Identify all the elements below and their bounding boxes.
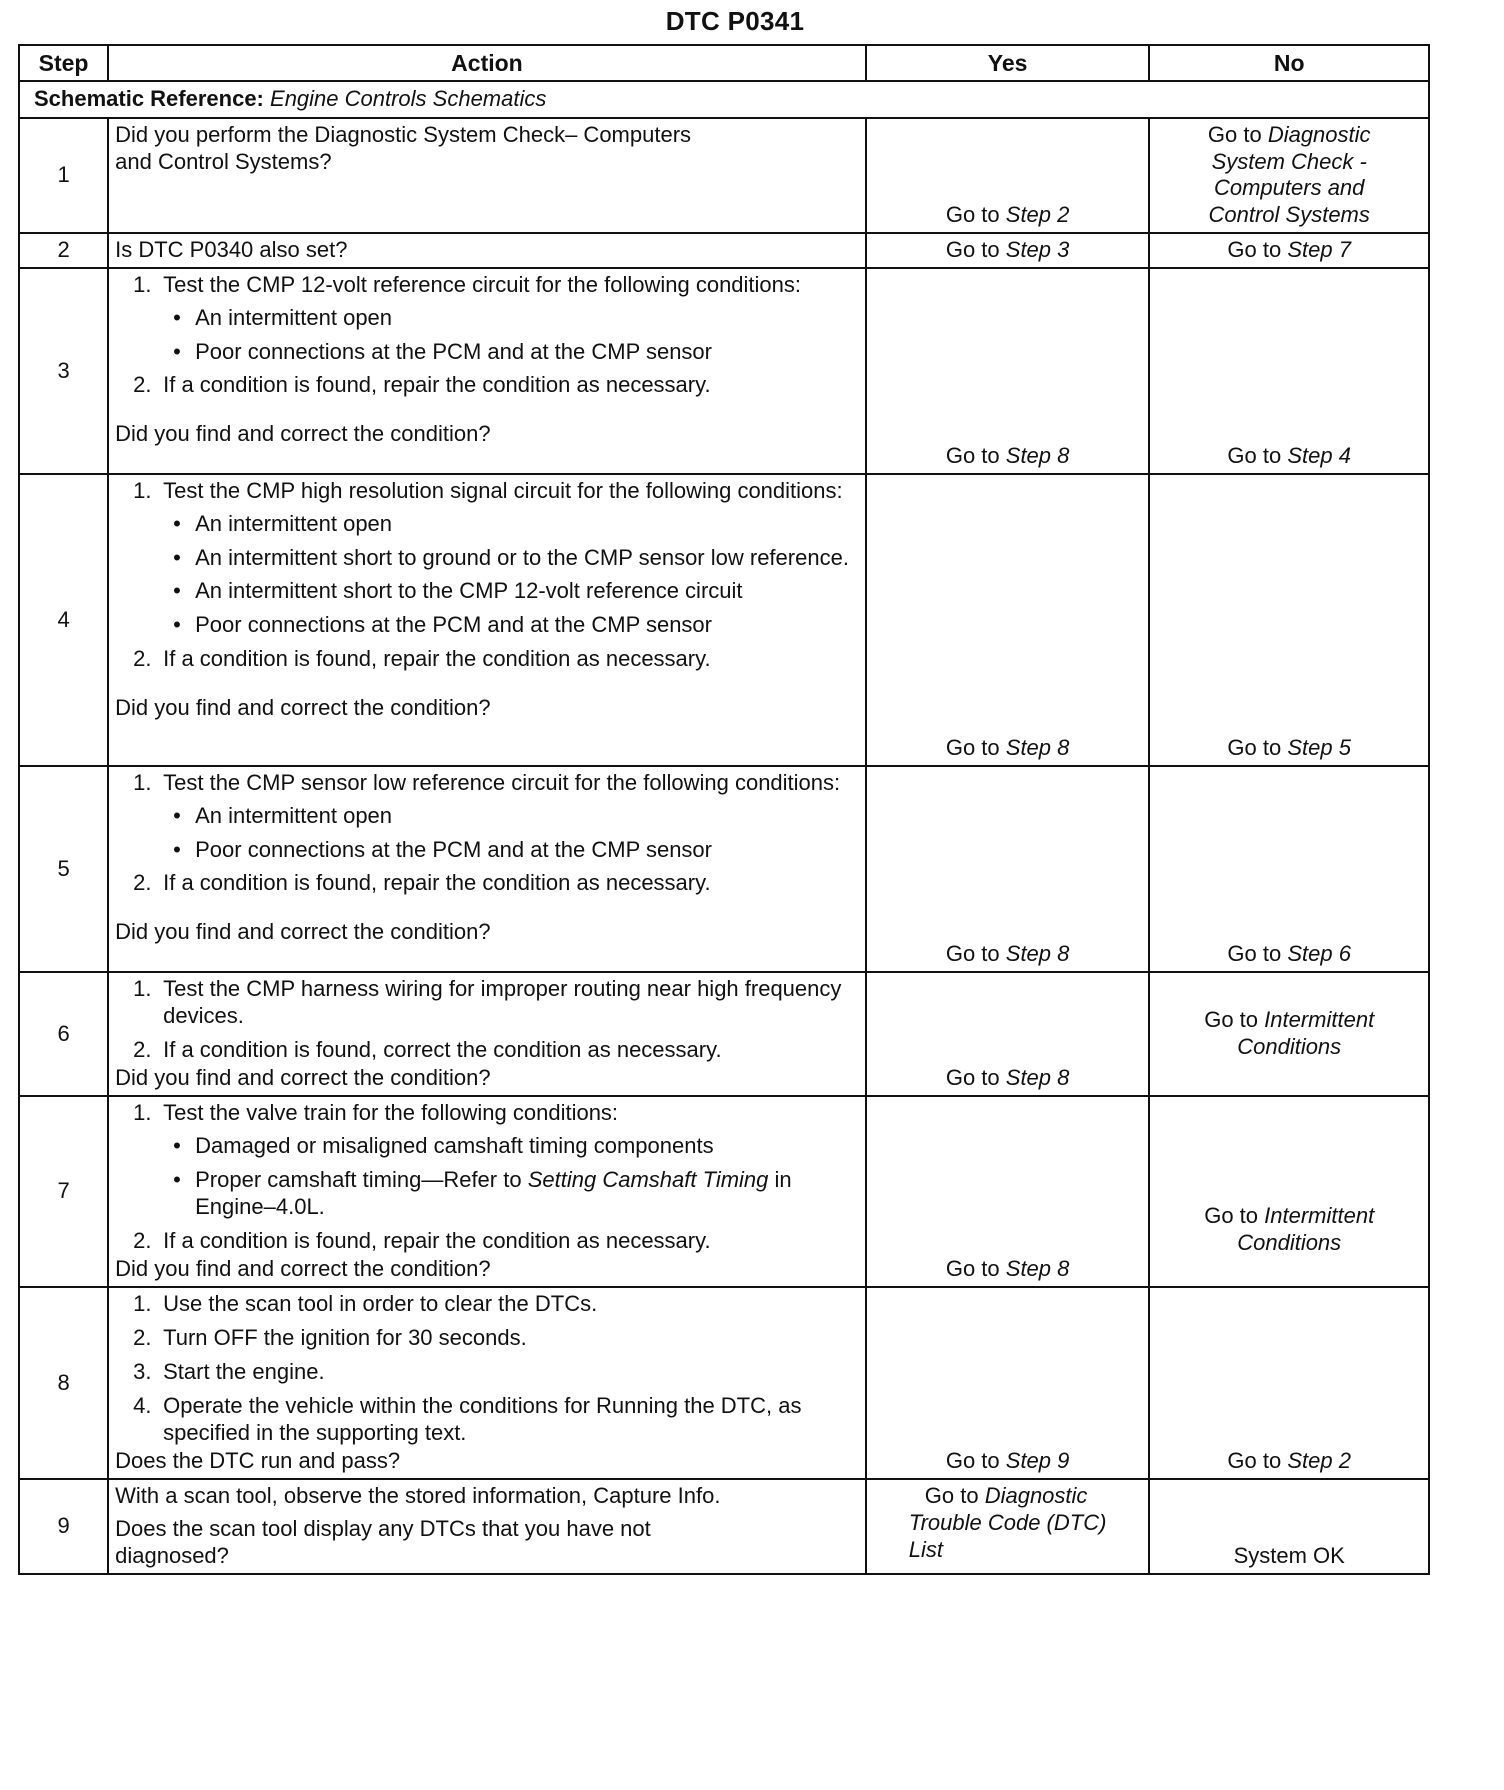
- yes-cell: [866, 1479, 1150, 1573]
- go-to-label: Go to: [1227, 735, 1282, 761]
- question: Did you find and correct the condition?: [115, 919, 491, 945]
- step-number: 9: [19, 1479, 108, 1573]
- step-link[interactable]: Step 6: [1287, 941, 1351, 967]
- yes-cell: [866, 1287, 1150, 1479]
- intermittent-link[interactable]: Conditions: [1237, 1230, 1342, 1256]
- step-number: 1: [19, 118, 108, 233]
- action-cell: [108, 1479, 866, 1573]
- step-link[interactable]: Step 2: [1287, 1448, 1351, 1474]
- no-cell: [1149, 268, 1429, 474]
- step-number: 8: [19, 1287, 108, 1479]
- instruction: 1. Test the CMP sensor low reference circuit for the following conditions: • An intermittent open • Poor connections at the PCM and at the CMP sensor: [163, 770, 859, 863]
- action-cell: [108, 1096, 866, 1287]
- yes-cell: [866, 972, 1150, 1096]
- table-row: [19, 233, 1429, 268]
- no-cell: [1149, 1287, 1429, 1479]
- yes-cell: [866, 1096, 1150, 1287]
- no-cell: [1149, 972, 1429, 1096]
- dtc-list-link[interactable]: Diagnostic: [984, 1483, 1088, 1509]
- instruction-list: [115, 1100, 859, 1254]
- instruction-list: [115, 770, 859, 897]
- instruction: 2. If a condition is found, correct the condition as necessary.: [133, 1036, 722, 1062]
- go-to-label: Go to: [1227, 237, 1282, 263]
- action-cell: [108, 233, 866, 268]
- table-row: [19, 766, 1429, 972]
- header-no: No: [1149, 45, 1429, 81]
- instruction: 3. Start the engine.: [133, 1358, 325, 1384]
- instruction-line: With a scan tool, observe the stored information, Capture Info.: [115, 1483, 721, 1509]
- step-number: 6: [19, 972, 108, 1096]
- header-step: Step: [19, 45, 108, 81]
- step-link[interactable]: Step 5: [1287, 735, 1351, 761]
- go-to-label: Go to: [1207, 121, 1262, 147]
- step-link[interactable]: Step 4: [1287, 443, 1351, 469]
- header-yes: Yes: [866, 45, 1150, 81]
- table-row: [19, 972, 1429, 1096]
- schematic-link[interactable]: Engine Controls Schematics: [270, 86, 547, 111]
- bullet-item: • Poor connections at the PCM and at the CMP sensor: [195, 612, 859, 639]
- action-cell: [108, 972, 866, 1096]
- instruction-list: [115, 272, 859, 399]
- instruction: 1. Test the CMP high resolution signal circuit for the following conditions: • An intermittent open • An intermittent short to ground or to the CMP sensor low reference. • An intermittent short to the CMP 12-volt reference circuit • Poor connections at the PCM and at the CMP sensor: [163, 478, 859, 639]
- go-to-label: Go to: [945, 1065, 1000, 1091]
- go-to-label: Go to: [945, 237, 1000, 263]
- page-title: DTC P0341: [665, 6, 805, 36]
- action-cell: [108, 1287, 866, 1479]
- yes-cell: [866, 474, 1150, 766]
- question: Is DTC P0340 also set?: [115, 237, 348, 263]
- go-to-label: Go to: [1227, 1448, 1282, 1474]
- schematic-label: Schematic Reference:: [34, 86, 264, 111]
- bullet-item: • An intermittent open: [195, 305, 859, 332]
- step-link[interactable]: Step 8: [1005, 1256, 1070, 1282]
- instruction: 2. If a condition is found, repair the condition as necessary.: [133, 870, 711, 896]
- instruction: 1. Test the valve train for the following conditions: • Damaged or misaligned camshaft timing components • Proper camshaft timing—Refer to Setting Camshaft Timing in Engine–4.0L.: [163, 1100, 859, 1220]
- camshaft-timing-link[interactable]: Setting Camshaft Timing: [527, 1166, 769, 1192]
- bullet-item: • Poor connections at the PCM and at the CMP sensor: [195, 837, 859, 864]
- yes-cell: [866, 118, 1150, 233]
- step-number: 4: [19, 474, 108, 766]
- question: Did you find and correct the condition?: [115, 421, 491, 447]
- diagnostic-table: [18, 44, 1430, 1575]
- bullet-item: • An intermittent open: [195, 803, 859, 830]
- step-number: 2: [19, 233, 108, 268]
- table-row: [19, 474, 1429, 766]
- go-to-label: Go to: [945, 1448, 1000, 1474]
- go-to-label: Go to: [1227, 941, 1282, 967]
- step-number: 5: [19, 766, 108, 972]
- bullet-item: • Proper camshaft timing—Refer to Setting Camshaft Timing in Engine–4.0L.: [195, 1167, 859, 1221]
- step-link[interactable]: Step 9: [1005, 1448, 1070, 1474]
- dtc-list-link[interactable]: Trouble Code (DTC): [908, 1510, 1107, 1536]
- no-cell: [1149, 1479, 1429, 1573]
- table-row: [19, 1287, 1429, 1479]
- intermittent-link[interactable]: Intermittent: [1264, 1007, 1375, 1033]
- no-cell: [1149, 474, 1429, 766]
- step-link[interactable]: Step 7: [1287, 237, 1351, 263]
- bullet-item: • An intermittent short to ground or to the CMP sensor low reference.: [195, 545, 859, 572]
- step-link[interactable]: Step 8: [1005, 941, 1070, 967]
- no-cell: [1149, 766, 1429, 972]
- question: Did you find and correct the condition?: [115, 1256, 491, 1282]
- table-row: [19, 268, 1429, 474]
- action-cell: [108, 474, 866, 766]
- yes-cell: [866, 766, 1150, 972]
- no-cell: [1149, 118, 1429, 233]
- instruction: 4. Operate the vehicle within the conditions for Running the DTC, as specified in the supporting text.: [133, 1392, 802, 1445]
- bullet-list: [163, 305, 859, 366]
- dtc-list-link[interactable]: List: [908, 1536, 944, 1562]
- step-number: 7: [19, 1096, 108, 1287]
- diagnostic-link-line[interactable]: System Check -: [1211, 148, 1367, 174]
- bullet-item: • Poor connections at the PCM and at the CMP sensor: [195, 339, 859, 366]
- instruction: 1. Use the scan tool in order to clear the DTCs.: [133, 1291, 598, 1317]
- no-cell: [1149, 1096, 1429, 1287]
- action-cell: [108, 268, 866, 474]
- diagnostic-link-line[interactable]: Computers and: [1213, 175, 1365, 201]
- step-number: 3: [19, 268, 108, 474]
- question-line: and Control Systems?: [115, 148, 332, 174]
- instruction: 2. If a condition is found, repair the condition as necessary.: [133, 646, 711, 672]
- bullet-list: [163, 1133, 859, 1220]
- instruction: 2. If a condition is found, repair the condition as necessary.: [133, 1227, 711, 1253]
- go-to-label: Go to: [945, 202, 1000, 228]
- go-to-label: Go to: [1204, 1203, 1259, 1229]
- question-line: Did you perform the Diagnostic System Check– Computers: [115, 121, 692, 147]
- instruction: 1. Test the CMP harness wiring for improper routing near high frequency devices.: [133, 975, 842, 1028]
- go-to-label: Go to: [945, 443, 1000, 469]
- instruction-list: [115, 976, 859, 1063]
- table-row: [19, 118, 1429, 233]
- go-to-label: Go to: [945, 941, 1000, 967]
- table-row: [19, 1096, 1429, 1287]
- instruction: 2. If a condition is found, repair the condition as necessary.: [133, 372, 711, 398]
- question: Did you find and correct the condition?: [115, 1065, 491, 1091]
- go-to-label: Go to: [945, 735, 1000, 761]
- header-action: Action: [108, 45, 866, 81]
- intermittent-link[interactable]: Conditions: [1237, 1034, 1342, 1060]
- go-to-label: Go to: [1204, 1007, 1259, 1033]
- dtc-list-link-block: [909, 1483, 1107, 1563]
- go-to-label: Go to: [1227, 443, 1282, 469]
- diagnostic-link-line[interactable]: Control Systems: [1208, 202, 1370, 228]
- step-link[interactable]: Step 8: [1005, 1065, 1070, 1091]
- system-ok-text: System OK: [1233, 1542, 1345, 1568]
- diagnostic-link-line[interactable]: Diagnostic: [1267, 121, 1371, 147]
- go-to-label: Go to: [945, 1256, 1000, 1282]
- table-header-row: [19, 45, 1429, 81]
- bullet-item: • An intermittent open: [195, 511, 859, 538]
- schematic-reference-row: [19, 81, 1429, 118]
- bullet-list: [163, 511, 859, 639]
- bullet-list: [163, 803, 859, 864]
- go-to-label: Go to: [924, 1483, 979, 1509]
- instruction-list: [115, 1291, 859, 1446]
- question: Does the DTC run and pass?: [115, 1448, 401, 1474]
- step-link[interactable]: Step 2: [1005, 202, 1070, 228]
- action-cell: [108, 118, 866, 233]
- action-cell: [108, 766, 866, 972]
- table-row: [19, 1479, 1429, 1573]
- schematic-reference: [19, 81, 1429, 118]
- instruction: 2. Turn OFF the ignition for 30 seconds.: [133, 1325, 527, 1351]
- question: Does the scan tool display any DTCs that you have not diagnosed?: [115, 1516, 651, 1568]
- yes-cell: [866, 233, 1150, 268]
- bullet-item: • An intermittent short to the CMP 12-volt reference circuit: [195, 578, 859, 605]
- bullet-item: • Damaged or misaligned camshaft timing components: [195, 1133, 859, 1160]
- question: Did you find and correct the condition?: [115, 694, 491, 720]
- no-cell: [1149, 233, 1429, 268]
- step-link[interactable]: Step 8: [1005, 735, 1070, 761]
- instruction: 1. Test the CMP 12-volt reference circuit for the following conditions: • An intermittent open • Poor connections at the PCM and at the CMP sensor: [163, 272, 859, 365]
- step-link[interactable]: Step 8: [1005, 443, 1070, 469]
- yes-cell: [866, 268, 1150, 474]
- instruction-list: [115, 478, 859, 673]
- intermittent-link[interactable]: Intermittent: [1264, 1203, 1375, 1229]
- step-link[interactable]: Step 3: [1005, 237, 1070, 263]
